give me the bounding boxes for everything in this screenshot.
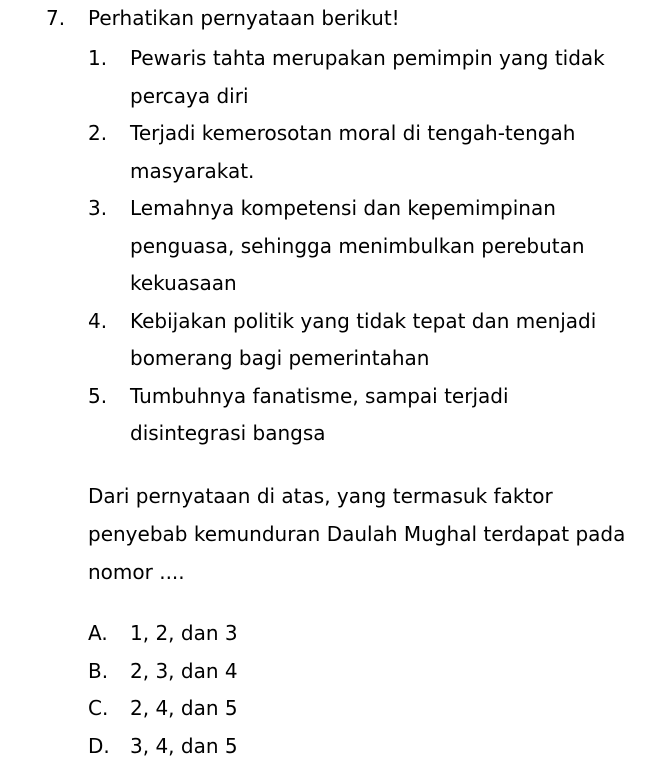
statement-text: Lemahnya kompetensi dan kepemimpinan penguasa, sehingga menimbulkan perebutan kekuasaan (130, 196, 585, 295)
statement-text: Pewaris tahta merupakan pemimpin yang tidak percaya diri (130, 46, 605, 108)
statement-number: 2. (88, 121, 108, 145)
option-d[interactable] (88, 728, 238, 766)
option-text: 2, 4, dan 5 (130, 696, 238, 720)
statement-number: 4. (88, 308, 108, 333)
option-letter: B. (88, 658, 109, 683)
option-text: 3, 4, dan 5 (130, 733, 238, 758)
statement-number: 3. (88, 196, 108, 220)
question-stem: Dari pernyataan di atas, yang termasuk faktor penyebab kemunduran Daulah Mughal terdapat pada nomor .... (88, 484, 626, 584)
option-a[interactable] (88, 615, 238, 653)
statement-text: Tumbuhnya fanatisme, sampai terjadi disintegrasi bangsa (130, 383, 509, 445)
option-text: 1, 2, dan 3 (130, 621, 238, 645)
statement-list (88, 40, 628, 453)
statement-5 (88, 378, 628, 453)
statement-1 (88, 40, 628, 115)
statement-2 (88, 115, 628, 190)
statement-number: 5. (88, 383, 108, 408)
statement-number: 1. (88, 46, 108, 70)
question-number: 7. (46, 6, 66, 30)
statement-text: Terjadi kemerosotan moral di tengah-tengah masyarakat. (130, 121, 576, 183)
option-c[interactable] (88, 690, 238, 728)
statement-4 (88, 303, 628, 378)
option-letter: A. (88, 621, 108, 645)
statement-3 (88, 190, 628, 303)
option-b[interactable] (88, 653, 238, 691)
statement-text: Kebijakan politik yang tidak tepat dan menjadi bomerang bagi pemerintahan (130, 308, 597, 370)
question-title: Perhatikan pernyataan berikut! (88, 6, 400, 30)
option-letter: D. (88, 733, 110, 758)
option-letter: C. (88, 696, 109, 720)
answer-options (88, 615, 238, 765)
option-text: 2, 3, dan 4 (130, 658, 238, 683)
